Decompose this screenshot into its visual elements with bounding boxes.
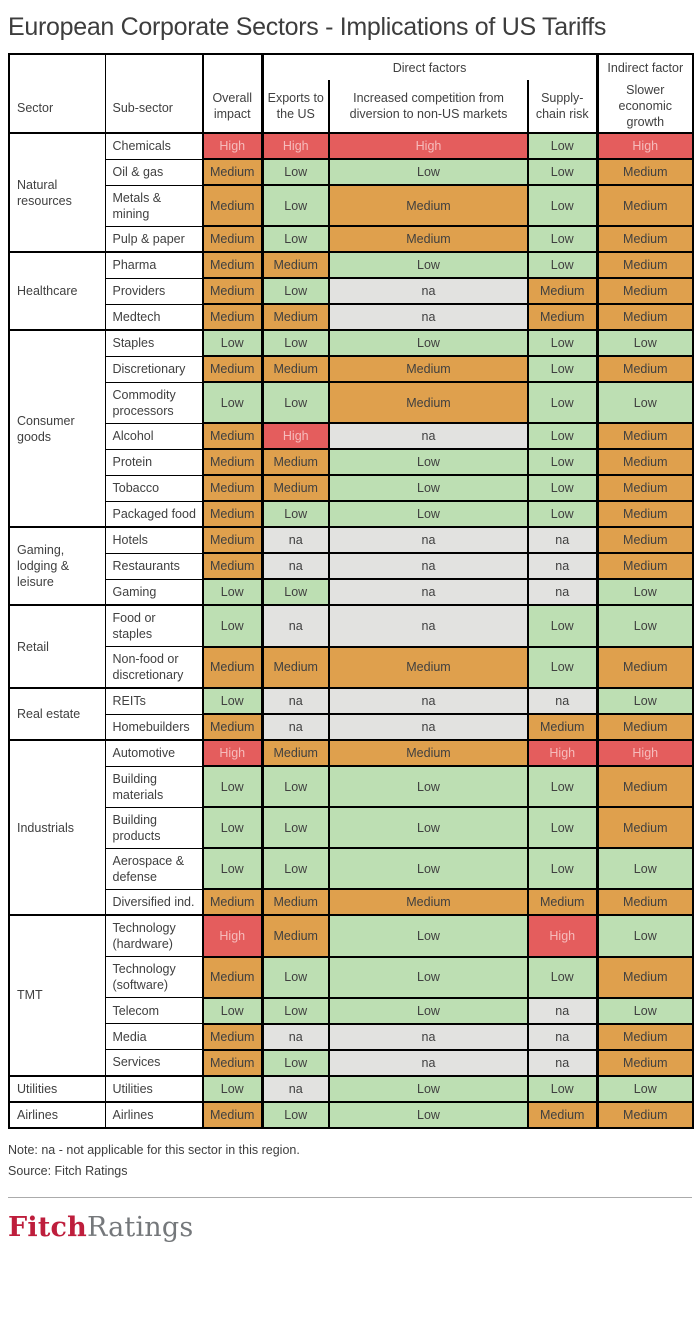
impact-cell: High — [597, 133, 693, 159]
impact-cell: Low — [329, 252, 528, 278]
impact-cell: Low — [329, 1076, 528, 1102]
impact-cell: Medium — [203, 527, 262, 553]
sector-cell: Utilities — [9, 1076, 105, 1102]
sector-cell: Airlines — [9, 1102, 105, 1128]
impact-cell: Medium — [597, 527, 693, 553]
col-header-supply-chain-risk: Supply-chain risk — [528, 80, 597, 133]
impact-cell: Medium — [203, 423, 262, 449]
col-group-indirect-factor: Indirect factor — [597, 54, 693, 80]
sub-sector-cell: Utilities — [105, 1076, 203, 1102]
impact-cell: Low — [203, 848, 262, 889]
impact-cell: Low — [528, 330, 597, 356]
impact-cell: Medium — [597, 252, 693, 278]
impact-cell: Medium — [597, 449, 693, 475]
table-row — [9, 957, 693, 998]
impact-cell: Low — [203, 766, 262, 807]
impact-cell: na — [262, 605, 329, 647]
impact-cell: Low — [262, 848, 329, 889]
impact-cell: Medium — [597, 185, 693, 226]
impact-cell: High — [329, 133, 528, 159]
table-row — [9, 226, 693, 252]
table-row — [9, 1102, 693, 1128]
impact-cell: Medium — [528, 714, 597, 740]
impact-cell: Low — [262, 807, 329, 848]
impact-cell: Medium — [597, 475, 693, 501]
sub-sector-cell: Medtech — [105, 304, 203, 330]
impact-cell: na — [528, 1050, 597, 1076]
impact-cell: Low — [597, 605, 693, 647]
impact-cell: Low — [528, 356, 597, 382]
impact-cell: Low — [528, 766, 597, 807]
table-row — [9, 527, 693, 553]
impact-cell: Low — [262, 330, 329, 356]
logo-fitch: Fitch — [8, 1211, 87, 1243]
sub-sector-cell: Aerospace & defense — [105, 848, 203, 889]
impact-cell: na — [329, 688, 528, 714]
impact-cell: Medium — [203, 501, 262, 527]
impact-cell: Low — [262, 957, 329, 998]
impact-cell: Low — [597, 579, 693, 605]
table-row — [9, 807, 693, 848]
sub-sector-cell: Tobacco — [105, 475, 203, 501]
impact-cell: Low — [597, 998, 693, 1024]
table-row — [9, 915, 693, 957]
impact-cell: Medium — [528, 278, 597, 304]
sub-sector-cell: Staples — [105, 330, 203, 356]
sub-sector-cell: Discretionary — [105, 356, 203, 382]
sub-sector-cell: Providers — [105, 278, 203, 304]
table-row — [9, 766, 693, 807]
table-header — [9, 54, 693, 133]
impact-cell: Medium — [329, 647, 528, 689]
impact-cell: Medium — [597, 501, 693, 527]
impact-cell: Low — [262, 1050, 329, 1076]
impact-cell: Medium — [597, 1024, 693, 1050]
impact-cell: Medium — [597, 304, 693, 330]
impact-cell: na — [329, 579, 528, 605]
impact-cell: Low — [528, 957, 597, 998]
impact-cell: Medium — [597, 553, 693, 579]
impact-cell: Medium — [203, 252, 262, 278]
impact-cell: Medium — [329, 226, 528, 252]
impact-cell: Medium — [203, 226, 262, 252]
impact-cell: Low — [203, 330, 262, 356]
impact-cell: na — [329, 553, 528, 579]
sector-cell: Gaming, lodging & leisure — [9, 527, 105, 605]
impact-cell: Low — [329, 449, 528, 475]
col-header-sector: Sector — [9, 54, 105, 133]
col-header-increased-competition — [329, 80, 528, 133]
impact-cell: Low — [597, 848, 693, 889]
impact-cell: Medium — [203, 889, 262, 915]
impact-cell: Medium — [329, 185, 528, 226]
sector-cell: Healthcare — [9, 252, 105, 330]
sub-sector-cell: Airlines — [105, 1102, 203, 1128]
sub-sector-cell: Media — [105, 1024, 203, 1050]
sub-sector-cell: REITs — [105, 688, 203, 714]
impact-cell: Low — [528, 252, 597, 278]
table-row — [9, 740, 693, 766]
sub-sector-cell: Protein — [105, 449, 203, 475]
impact-cell: Medium — [597, 766, 693, 807]
impact-cell: Low — [203, 605, 262, 647]
col-header-exports-to-us: Exports to the US — [262, 80, 329, 133]
impact-cell: Medium — [203, 304, 262, 330]
table-row — [9, 714, 693, 740]
sub-sector-cell: Automotive — [105, 740, 203, 766]
impact-cell: Low — [329, 998, 528, 1024]
impact-cell: na — [262, 553, 329, 579]
impact-cell: na — [528, 579, 597, 605]
impact-cell: na — [262, 688, 329, 714]
impact-cell: Medium — [203, 1102, 262, 1128]
table-row — [9, 647, 693, 689]
impact-cell: na — [528, 998, 597, 1024]
sub-sector-cell: Food or staples — [105, 605, 203, 647]
impact-cell: na — [262, 527, 329, 553]
sub-sector-cell: Building materials — [105, 766, 203, 807]
sub-sector-cell: Packaged food — [105, 501, 203, 527]
impact-cell: Low — [262, 278, 329, 304]
table-row — [9, 252, 693, 278]
impact-cell: na — [528, 1024, 597, 1050]
impact-cell: Low — [329, 766, 528, 807]
logo-ratings: Ratings — [86, 1211, 194, 1243]
impact-cell: Medium — [203, 714, 262, 740]
impact-cell: Low — [203, 688, 262, 714]
impact-cell: Low — [597, 1076, 693, 1102]
impact-cell: Low — [528, 501, 597, 527]
source-line: Source: Fitch Ratings — [8, 1163, 128, 1178]
impact-cell: na — [528, 688, 597, 714]
impact-cell: Medium — [262, 889, 329, 915]
table-row — [9, 998, 693, 1024]
table-row — [9, 133, 693, 159]
footnote-na: Note: na - not applicable for this sector in this region. — [8, 1142, 300, 1157]
impact-cell: na — [329, 1050, 528, 1076]
impact-cell: Low — [203, 579, 262, 605]
sector-cell: Natural resources — [9, 133, 105, 252]
impact-cell: Low — [262, 159, 329, 185]
impact-cell: Low — [597, 688, 693, 714]
impact-cell: na — [528, 553, 597, 579]
impact-cell: Low — [329, 957, 528, 998]
impact-cell: na — [262, 1024, 329, 1050]
sub-sector-cell: Metals & mining — [105, 185, 203, 226]
impact-cell: High — [203, 915, 262, 957]
impact-cell: Low — [528, 133, 597, 159]
impact-cell: High — [597, 740, 693, 766]
impact-cell: Medium — [203, 1024, 262, 1050]
table-row — [9, 356, 693, 382]
sub-sector-cell: Building products — [105, 807, 203, 848]
table-row — [9, 423, 693, 449]
table-row — [9, 1076, 693, 1102]
table-row — [9, 304, 693, 330]
impact-cell: Medium — [203, 475, 262, 501]
tariff-heatmap-table — [8, 53, 694, 1129]
impact-cell: Low — [528, 382, 597, 423]
impact-cell: Low — [262, 579, 329, 605]
sub-sector-cell: Chemicals — [105, 133, 203, 159]
sub-sector-cell: Oil & gas — [105, 159, 203, 185]
impact-cell: Medium — [597, 714, 693, 740]
table-row — [9, 579, 693, 605]
impact-cell: Medium — [597, 159, 693, 185]
impact-cell: High — [203, 133, 262, 159]
impact-cell: na — [262, 714, 329, 740]
impact-cell: Medium — [597, 889, 693, 915]
footnotes — [8, 1140, 692, 1182]
impact-cell: Low — [528, 605, 597, 647]
sub-sector-cell: Pharma — [105, 252, 203, 278]
impact-cell: na — [329, 605, 528, 647]
impact-cell: Medium — [203, 449, 262, 475]
impact-cell: Medium — [329, 889, 528, 915]
impact-cell: Low — [528, 423, 597, 449]
impact-cell: Low — [329, 1102, 528, 1128]
col-header-overall-impact: Overall impact — [203, 54, 262, 133]
sub-sector-cell: Services — [105, 1050, 203, 1076]
table-row — [9, 688, 693, 714]
impact-cell: Low — [262, 766, 329, 807]
footer-divider — [8, 1197, 692, 1198]
sector-cell: Real estate — [9, 688, 105, 740]
impact-cell: Medium — [262, 252, 329, 278]
col-group-direct-factors: Direct factors — [262, 54, 597, 80]
page-title: European Corporate Sectors - Implications of US Tariffs — [8, 13, 607, 41]
impact-cell: Low — [528, 185, 597, 226]
impact-cell: Low — [528, 475, 597, 501]
table-body — [9, 133, 693, 1128]
table-row — [9, 553, 693, 579]
impact-cell: Medium — [203, 553, 262, 579]
sub-sector-cell: Alcohol — [105, 423, 203, 449]
sector-cell: Retail — [9, 605, 105, 688]
impact-cell: Medium — [262, 915, 329, 957]
impact-cell: Low — [329, 915, 528, 957]
table-row — [9, 1050, 693, 1076]
sub-sector-cell: Technology (hardware) — [105, 915, 203, 957]
sub-sector-cell: Diversified ind. — [105, 889, 203, 915]
table-row — [9, 848, 693, 889]
impact-cell: Low — [329, 159, 528, 185]
impact-cell: Medium — [597, 1102, 693, 1128]
impact-cell: Medium — [203, 1050, 262, 1076]
impact-cell: Medium — [203, 278, 262, 304]
sub-sector-cell: Non-food or discretionary — [105, 647, 203, 689]
sub-sector-cell: Restaurants — [105, 553, 203, 579]
impact-cell: Low — [203, 1076, 262, 1102]
impact-cell: na — [329, 278, 528, 304]
impact-cell: High — [262, 423, 329, 449]
impact-cell: Medium — [597, 423, 693, 449]
table-row — [9, 475, 693, 501]
impact-cell: Medium — [203, 185, 262, 226]
sub-sector-cell: Pulp & paper — [105, 226, 203, 252]
sub-sector-cell: Technology (software) — [105, 957, 203, 998]
impact-cell: na — [329, 1024, 528, 1050]
impact-cell: Low — [262, 998, 329, 1024]
impact-cell: Low — [203, 998, 262, 1024]
fitch-ratings-logo — [8, 1212, 700, 1243]
impact-cell: Medium — [528, 889, 597, 915]
impact-cell: Low — [528, 1076, 597, 1102]
impact-cell: Medium — [329, 356, 528, 382]
impact-cell: Low — [262, 226, 329, 252]
impact-cell: Low — [262, 382, 329, 423]
table-row — [9, 185, 693, 226]
sub-sector-cell: Commodity processors — [105, 382, 203, 423]
col-header-slower-growth — [597, 80, 693, 133]
impact-cell: Medium — [262, 449, 329, 475]
sector-cell: TMT — [9, 915, 105, 1076]
impact-cell: na — [329, 304, 528, 330]
impact-cell: Low — [203, 807, 262, 848]
impact-cell: Low — [528, 449, 597, 475]
col-header-increased-competition-label: Increased competition from diversion to non-US markets — [349, 91, 508, 121]
impact-cell: Low — [329, 848, 528, 889]
impact-cell: High — [203, 740, 262, 766]
impact-cell: Low — [262, 185, 329, 226]
impact-cell: Low — [329, 501, 528, 527]
impact-cell: Medium — [597, 1050, 693, 1076]
impact-cell: Medium — [597, 807, 693, 848]
table-row — [9, 605, 693, 647]
impact-cell: Low — [329, 807, 528, 848]
sub-sector-cell: Hotels — [105, 527, 203, 553]
impact-cell: Medium — [329, 382, 528, 423]
impact-cell: Medium — [262, 356, 329, 382]
table-row — [9, 382, 693, 423]
impact-cell: Medium — [597, 647, 693, 689]
impact-cell: Low — [528, 807, 597, 848]
table-row — [9, 449, 693, 475]
impact-cell: Medium — [262, 647, 329, 689]
sector-cell: Consumer goods — [9, 330, 105, 527]
impact-cell: Medium — [597, 226, 693, 252]
impact-cell: Low — [528, 647, 597, 689]
table-row — [9, 1024, 693, 1050]
table-row — [9, 501, 693, 527]
impact-cell: Low — [528, 159, 597, 185]
impact-cell: Low — [329, 475, 528, 501]
impact-cell: Medium — [528, 304, 597, 330]
impact-cell: Medium — [597, 957, 693, 998]
impact-cell: Low — [262, 1102, 329, 1128]
impact-cell: na — [528, 527, 597, 553]
impact-cell: High — [528, 915, 597, 957]
col-header-sub-sector: Sub-sector — [105, 54, 203, 133]
sector-cell: Industrials — [9, 740, 105, 915]
sub-sector-cell: Gaming — [105, 579, 203, 605]
impact-cell: High — [262, 133, 329, 159]
table-row — [9, 159, 693, 185]
col-header-slower-growth-label: Slower economic growth — [618, 83, 673, 129]
impact-cell: Medium — [528, 1102, 597, 1128]
sub-sector-cell: Homebuilders — [105, 714, 203, 740]
impact-cell: na — [262, 1076, 329, 1102]
impact-cell: na — [329, 423, 528, 449]
table-row — [9, 330, 693, 356]
impact-cell: Medium — [597, 278, 693, 304]
impact-cell: na — [329, 527, 528, 553]
impact-cell: Low — [597, 330, 693, 356]
impact-cell: Medium — [203, 356, 262, 382]
impact-cell: Low — [597, 915, 693, 957]
impact-cell: Low — [329, 330, 528, 356]
impact-cell: Low — [262, 501, 329, 527]
impact-cell: Medium — [262, 475, 329, 501]
impact-cell: Medium — [203, 957, 262, 998]
impact-cell: Medium — [329, 740, 528, 766]
sub-sector-cell: Telecom — [105, 998, 203, 1024]
impact-cell: Medium — [203, 647, 262, 689]
impact-cell: Low — [597, 382, 693, 423]
impact-cell: na — [329, 714, 528, 740]
impact-cell: Medium — [203, 159, 262, 185]
impact-cell: Medium — [262, 304, 329, 330]
impact-cell: High — [528, 740, 597, 766]
impact-cell: Low — [528, 226, 597, 252]
table-row — [9, 278, 693, 304]
impact-cell: Medium — [597, 356, 693, 382]
impact-cell: Low — [203, 382, 262, 423]
impact-cell: Medium — [262, 740, 329, 766]
impact-cell: Low — [528, 848, 597, 889]
table-row — [9, 889, 693, 915]
